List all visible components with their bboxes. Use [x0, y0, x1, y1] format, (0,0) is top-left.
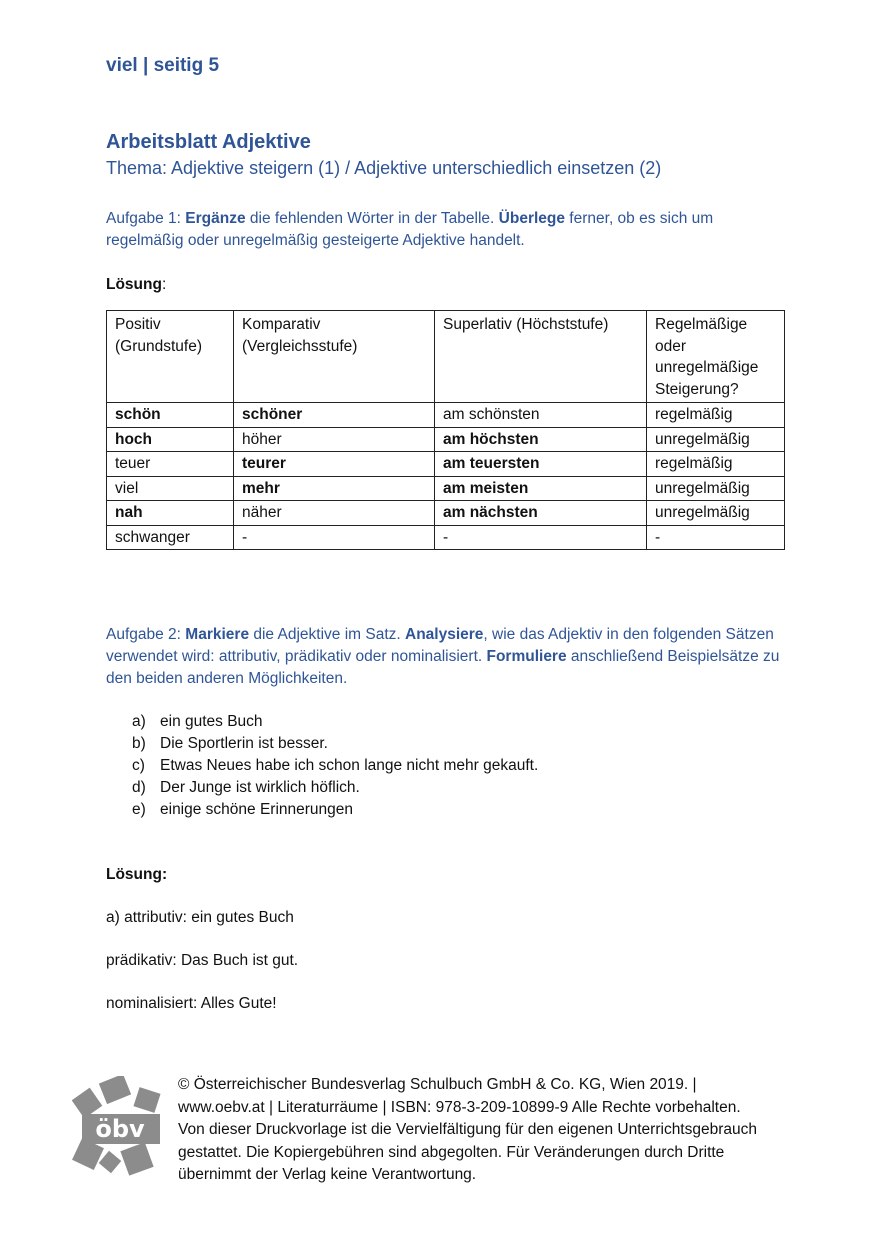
table-row [107, 452, 785, 477]
list-item-label: a) [132, 713, 146, 730]
list-item [106, 777, 538, 799]
header-superlativ: Superlativ (Höchststufe) [435, 311, 647, 403]
table-cell: nah [107, 501, 234, 526]
table-row [107, 501, 785, 526]
table-cell: schöner [234, 403, 435, 428]
task-2-verb-markiere: Markiere [185, 626, 250, 643]
task-2-verb-analysiere: Analysiere [405, 626, 484, 643]
task-2-text-2: , wie das Adjektiv in den folgenden Sätzen verwendet wird: attributiv, prädikativ oder nominalisiert. [106, 626, 774, 665]
worksheet-subtitle: Thema: Adjektive steigern (1) / Adjektive unterschiedlich einsetzen (2) [106, 158, 662, 178]
solution-2-label: Lösung: [106, 866, 168, 883]
list-item [106, 711, 538, 733]
task-2-text: die Adjektive im Satz. [249, 626, 405, 643]
task-1-text: die fehlenden Wörter in der Tabelle. [245, 210, 499, 227]
table-cell: teurer [234, 452, 435, 477]
table-cell: viel [107, 476, 234, 501]
table-cell: - [234, 525, 435, 550]
task-2-instruction [106, 624, 786, 690]
header-komparativ: Komparativ (Vergleichsstufe) [234, 311, 435, 403]
table-cell: am teuersten [435, 452, 647, 477]
table-cell: unregelmäßig [647, 427, 785, 452]
table-cell: unregelmäßig [647, 501, 785, 526]
task-2-verb-formuliere: Formuliere [486, 648, 567, 665]
table-cell: unregelmäßig [647, 476, 785, 501]
table-cell: regelmäßig [647, 403, 785, 428]
table-cell: regelmäßig [647, 452, 785, 477]
table-cell: teuer [107, 452, 234, 477]
logo-text: öbv [95, 1115, 145, 1143]
copyright-footer: © Österreichischer Bundesverlag Schulbuch GmbH & Co. KG, Wien 2019. | www.oebv.at | Literaturräume | ISBN: 978-3-209-10899-9 Alle Rechte vorbehalten. Von dieser Druckvorlage ist die Vervielfältigung für den eigenen Unterrichtsgebrauch gestattet. Die Kopiergebühren sind abgegolten. Für Veränderungen durch Dritte übernimmt der Verlag keine Verantwortung. [178, 1076, 758, 1183]
list-item [106, 799, 538, 821]
table-cell: am nächsten [435, 501, 647, 526]
list-item-text: Die Sportlerin ist besser. [160, 735, 328, 752]
list-item-label: b) [132, 735, 146, 752]
list-item [106, 733, 538, 755]
table-cell: näher [234, 501, 435, 526]
task-1-verb-erganze: Ergänze [185, 210, 246, 227]
solution-2-line-pradikativ: prädikativ: Das Buch ist gut. [106, 952, 299, 969]
table-row [107, 525, 785, 550]
header-positiv: Positiv (Grundstufe) [107, 311, 234, 403]
table-row [107, 476, 785, 501]
task-1-verb-uberlege: Überlege [498, 210, 565, 227]
list-item-label: e) [132, 801, 146, 818]
table-row [107, 403, 785, 428]
task-1-prefix: Aufgabe 1: [106, 210, 186, 227]
table-cell: schwanger [107, 525, 234, 550]
solution-1-colon: : [161, 276, 167, 293]
task-2-prefix: Aufgabe 2: [106, 626, 186, 643]
table-cell: am meisten [435, 476, 647, 501]
table-cell: mehr [234, 476, 435, 501]
example-sentence-list [106, 711, 538, 821]
list-item [106, 755, 538, 777]
list-item-text: ein gutes Buch [160, 713, 263, 730]
task-1-instruction [106, 208, 786, 252]
solution-2-line-attributiv: a) attributiv: ein gutes Buch [106, 909, 294, 926]
table-cell: hoch [107, 427, 234, 452]
list-item-text: Der Junge ist wirklich höflich. [160, 779, 360, 796]
solution-1-label: Lösung [106, 276, 162, 293]
solution-2-line-nominalisiert: nominalisiert: Alles Gute! [106, 995, 277, 1012]
header-regelmassig: Regelmäßige oder unregelmäßige Steigerung? [647, 311, 785, 403]
table-header-row [107, 311, 785, 403]
list-item-text: einige schöne Erinnerungen [160, 801, 354, 818]
worksheet-title: Arbeitsblatt Adjektive [106, 131, 311, 153]
table-cell: - [435, 525, 647, 550]
page-header: viel | seitig 5 [106, 55, 220, 76]
table-row [107, 427, 785, 452]
table-cell: schön [107, 403, 234, 428]
table-body [107, 403, 785, 550]
task-2-text-3: anschließend Beispielsätze zu den beiden anderen Möglichkeiten. [106, 648, 780, 687]
list-item-label: d) [132, 779, 146, 796]
table-cell: am schönsten [435, 403, 647, 428]
adjective-comparison-table [106, 310, 785, 550]
list-item-label: c) [132, 757, 145, 774]
table-cell: höher [234, 427, 435, 452]
obv-logo [72, 1076, 168, 1176]
task-1-text-2: ferner, ob es sich um regelmäßig oder unregelmäßig gesteigerte Adjektive handelt. [106, 210, 714, 249]
list-item-text: Etwas Neues habe ich schon lange nicht mehr gekauft. [160, 757, 539, 774]
table-cell: am höchsten [435, 427, 647, 452]
solution-1-heading [106, 276, 166, 294]
table-cell: - [647, 525, 785, 550]
